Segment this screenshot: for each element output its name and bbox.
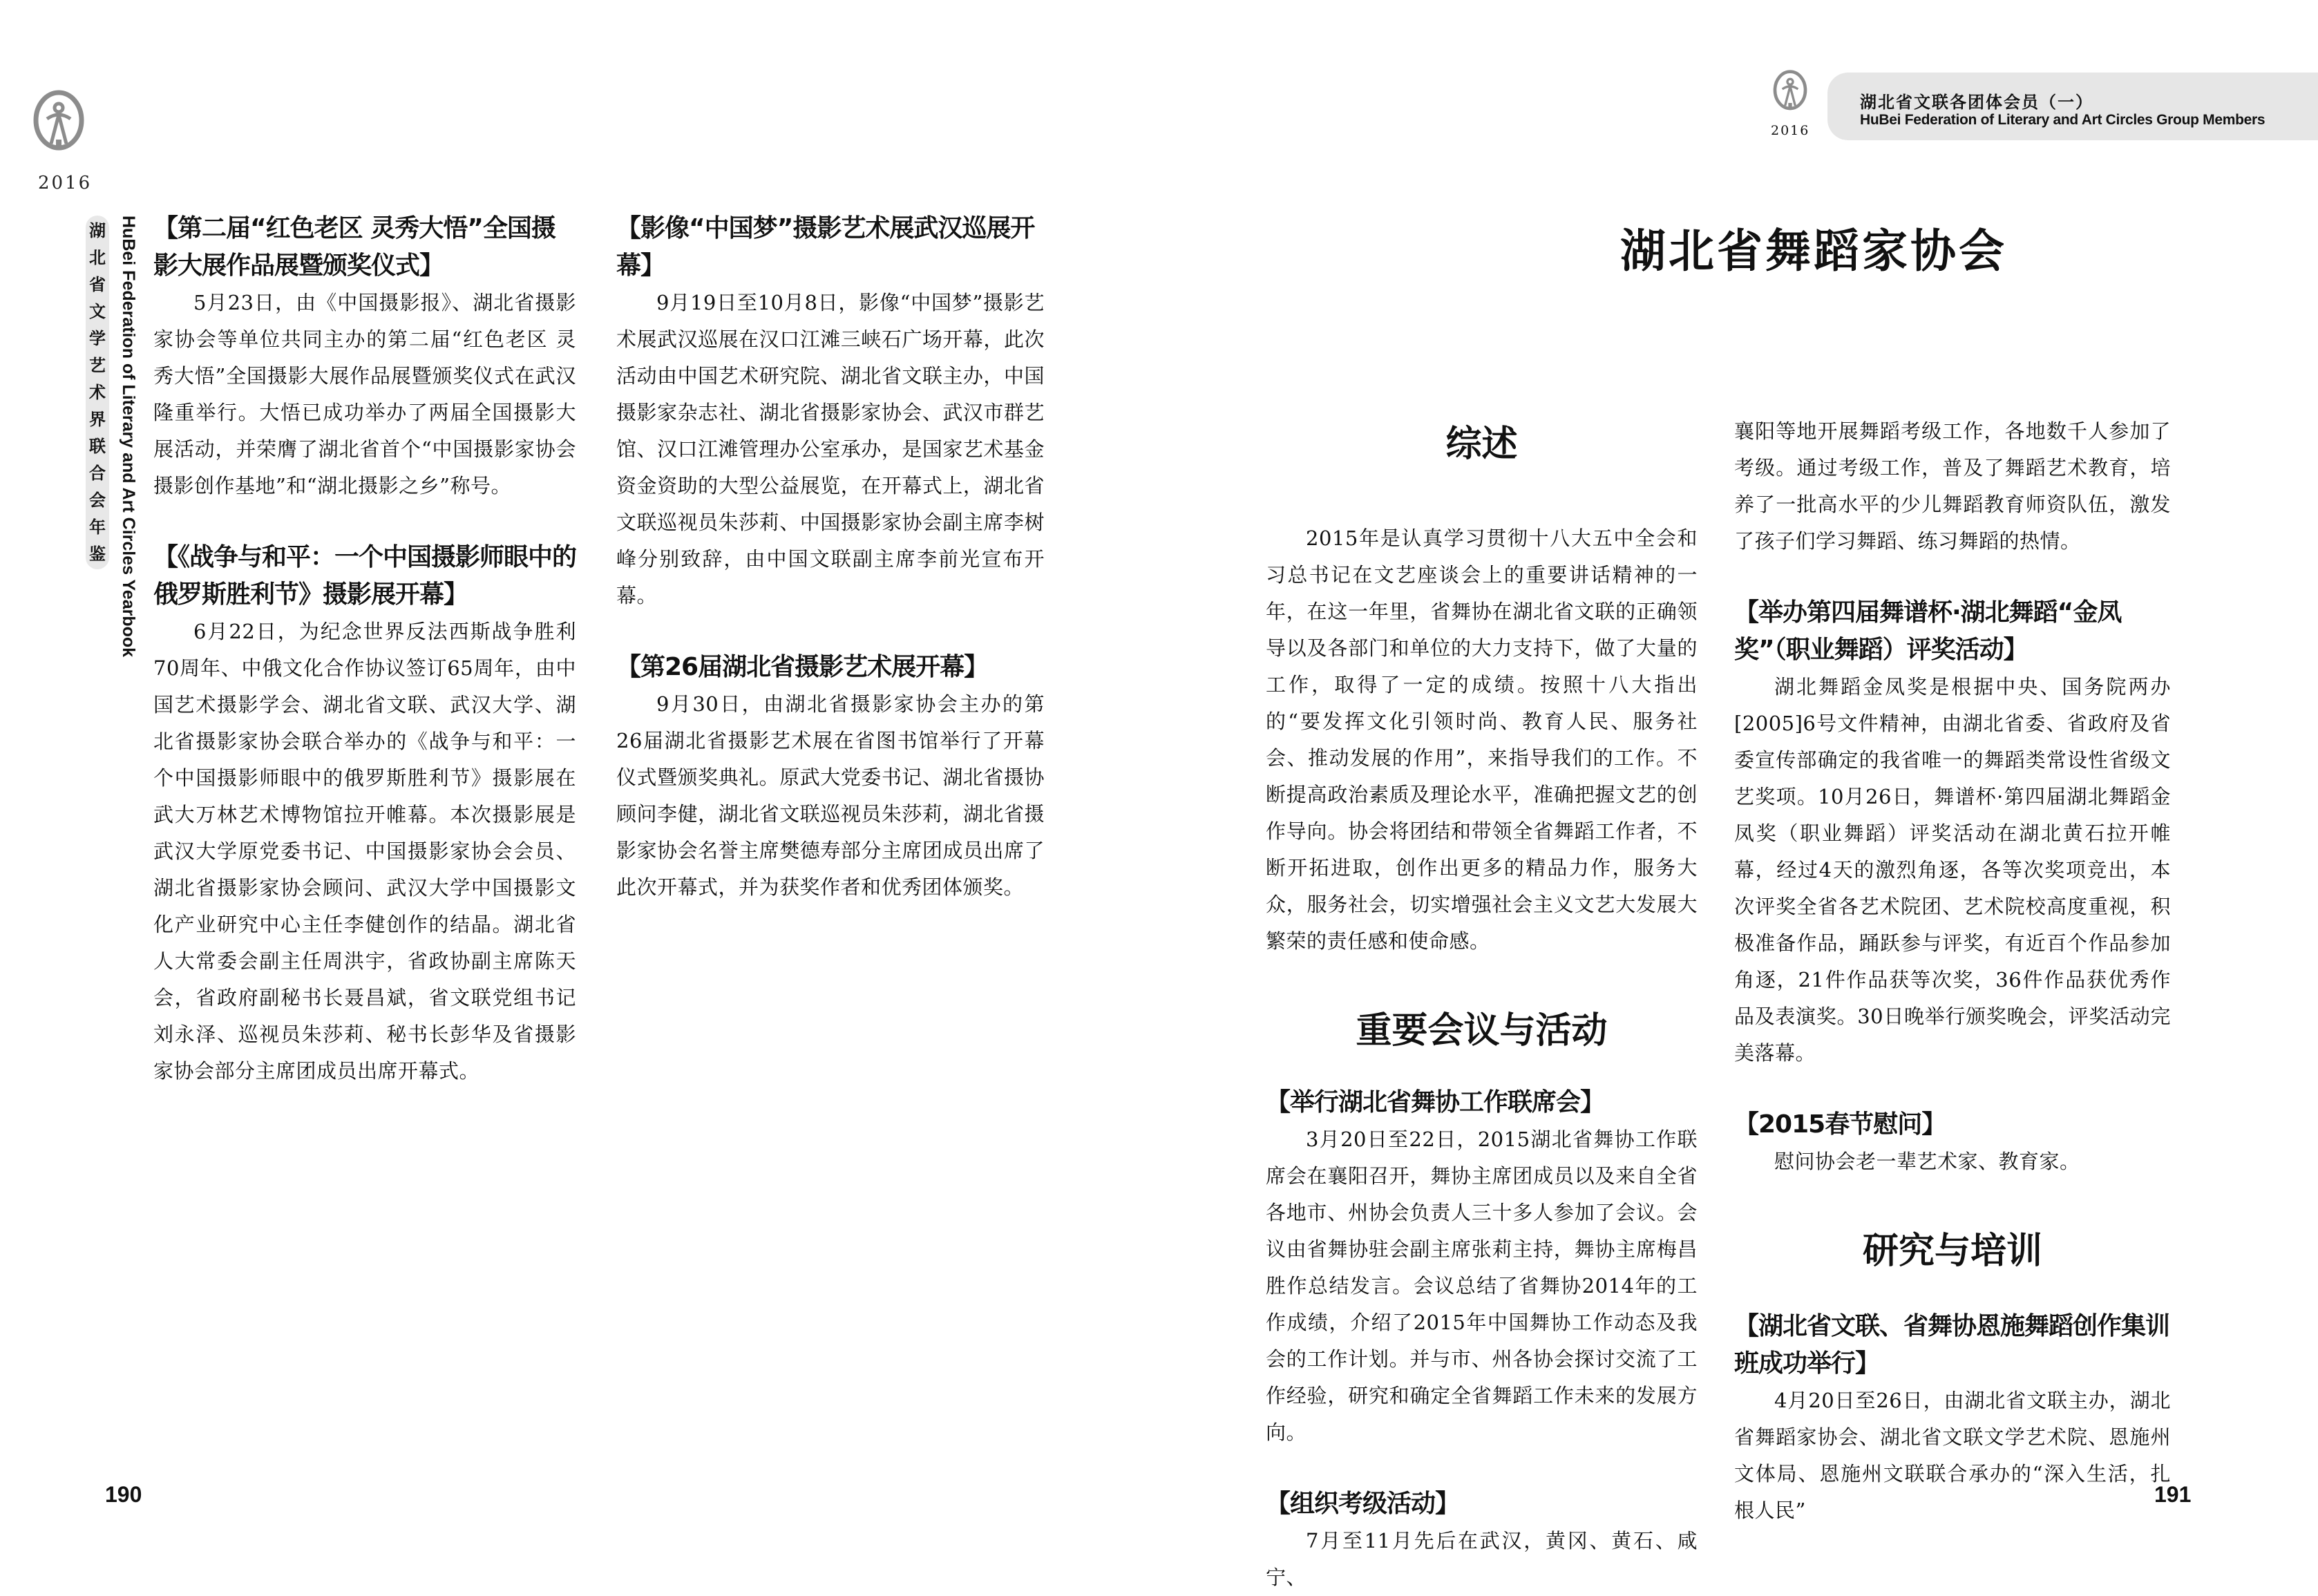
article-heading: 【《战争与和平：一个中国摄影师眼中的俄罗斯胜利节》摄影展开幕】 xyxy=(153,543,577,609)
side-label-char: 湖 xyxy=(89,221,106,240)
article-heading: 【2015春节慰问】 xyxy=(1734,1110,1946,1139)
right-header-year: 2016 xyxy=(1771,123,1810,138)
article-heading: 【举行湖北省舞协工作联席会】 xyxy=(1266,1088,1605,1117)
side-label-en-text: HuBei Federation of Literary and Art Circles Yearbook xyxy=(119,216,138,658)
side-label-char: 省 xyxy=(89,275,106,294)
article-body: 9月19日至10月8日，影像“中国梦”摄影艺术展武汉巡展在汉口江滩三峡石广场开幕，此次活动由中国艺术研究院、湖北省文联主办，中国摄影家杂志社、湖北省摄影家协会、武汉市群艺馆、汉口江滩管理办公室承办，是国家艺术基金资金资助的大型公益展览，在开幕式上，湖北省文联巡视员朱莎莉、中国摄影家协会副主席李树峰分别致辞，由中国文联副主席李前光宣布开幕。 xyxy=(616,291,1045,607)
section-title: 研究与培训 xyxy=(1862,1231,2042,1272)
left-logo-year: 2016 xyxy=(38,173,93,193)
right-header-logo xyxy=(1772,69,1808,117)
article-body-continued: 襄阳等地开展舞蹈考级工作，各地数千人参加了考级。通过考级工作，普及了舞蹈艺术教育，培养了一批高水平的少儿舞蹈教育师资队伍，激发了孩子们学习舞蹈、练习舞蹈的热情。 xyxy=(1734,419,2171,553)
article-heading: 【湖北省文联、省舞协恩施舞蹈创作集训班成功举行】 xyxy=(1734,1312,2170,1378)
article-body: 湖北舞蹈金凤奖是根据中央、国务院两办[2005]6号文件精神，由湖北省委、省政府及省委宣传部确定的我省唯一的舞蹈类常设性省级文艺奖项。10月26日，舞谱杯·第四届湖北舞蹈金凤奖（职业舞蹈）评奖活动在湖北黄石拉开帷幕，经过4天的激烈角逐，各等次奖项竞出，本次评奖全省各艺术院团、艺术院校高度重视，积极准备作品，踊跃参与评奖，有近百个作品参加角逐，21件作品获等次奖，36件作品获优秀作品及表演奖。30日晚举行颁奖晚会，评奖活动完美落幕。 xyxy=(1734,675,2171,1065)
left-page-logo xyxy=(32,90,86,159)
article-body: 2015年是认真学习贯彻十八大五中全会和习总书记在文艺座谈会上的重要讲话精神的一年，在这一年里，省舞协在湖北省文联的正确领导以及各部门和单位的大力支持下，做了大量的工作，取得了一定的成绩。按照十八大指出的“要发挥文化引领时尚、教育人民、服务社会、推动发展的作用”，来指导我们的工作。不断提高政治素质及理论水平，准确把握文艺的创作导向。协会将团结和带领全省舞蹈工作者，不断开拓进取，创作出更多的精品力作，服务大众，服务社会，切实增强社会主义文艺大发展大繁荣的责任感和使命感。 xyxy=(1266,526,1698,953)
article-body: 7月至11月先后在武汉，黄冈、黄石、咸宁、 xyxy=(1266,1529,1698,1589)
federation-emblem-icon xyxy=(1772,69,1808,115)
section-title: 综述 xyxy=(1445,424,1518,465)
side-label-char: 艺 xyxy=(89,356,106,375)
article-body: 9月30日，由湖北省摄影家协会主办的第26届湖北省摄影艺术展在省图书馆举行了开幕仪式暨颁奖典礼。原武大党委书记、湖北省摄协顾问李健，湖北省文联巡视员朱莎莉，湖北省摄影家协会名誉主席樊德寿部分主席团成员出席了此次开幕式，并为获奖作者和优秀团体颁奖。 xyxy=(616,692,1045,899)
federation-emblem-icon xyxy=(32,90,86,156)
header-title-en: HuBei Federation of Literary and Art Circles Group Members xyxy=(1860,112,2265,128)
side-label-en xyxy=(117,216,145,658)
side-label-char: 联 xyxy=(89,437,106,456)
article-heading: 【影像“中国梦”摄影艺术展武汉巡展开幕】 xyxy=(616,214,1035,280)
side-label-zh xyxy=(86,216,109,569)
left-column-2 xyxy=(616,210,1045,906)
article-body: 慰问协会老一辈艺术家、教育家。 xyxy=(1774,1150,2080,1173)
page-number-left: 190 xyxy=(105,1482,142,1507)
side-label-char: 学 xyxy=(89,329,106,348)
article-body: 5月23日，由《中国摄影报》、湖北省摄影家协会等单位共同主办的第二届“红色老区 灵秀大悟”全国摄影大展作品展暨颁奖仪式在武汉隆重举行。大悟已成功举办了两届全国摄影大展活动，并荣膺了湖北省首个“中国摄影家协会摄影创作基地”和“湖北摄影之乡”称号。 xyxy=(153,291,576,497)
article-heading: 【第26届湖北省摄影艺术展开幕】 xyxy=(616,653,989,681)
article-heading: 【组织考级活动】 xyxy=(1266,1490,1460,1518)
page-title: 湖北省舞蹈家协会 xyxy=(1620,224,2007,278)
article-body: 4月20日至26日，由湖北省文联主办，湖北省舞蹈家协会、湖北省文联文学艺术院、恩施州文体局、恩施州文联联合承办的“深入生活，扎根人民” xyxy=(1734,1389,2171,1522)
side-label-char: 术 xyxy=(89,383,106,402)
header-title-zh: 湖北省文联各团体会员（一） xyxy=(1860,93,2093,112)
left-column-1 xyxy=(153,210,576,1090)
side-label-char: 鉴 xyxy=(89,544,106,564)
article-body: 6月22日，为纪念世界反法西斯战争胜利70周年、中俄文化合作协议签订65周年，由中国艺术摄影学会、湖北省文联、武汉大学、湖北省摄影家协会联合举办的《战争与和平：一个中国摄影师眼中的俄罗斯胜利节》摄影展在武大万林艺术博物馆拉开帷幕。本次摄影展是武汉大学原党委书记、中国摄影家协会会员、湖北省摄影家协会顾问、武汉大学中国摄影文化产业研究中心主任李健创作的结晶。湖北省人大常委会副主任周洪宇，省政协副主席陈天会，省政府副秘书长聂昌斌，省文联党组书记刘永泽、巡视员朱莎莉、秘书长彭华及省摄影家协会部分主席团成员出席开幕式。 xyxy=(153,620,576,1083)
article-heading: 【举办第四届舞谱杯·湖北舞蹈“金凤奖”（职业舞蹈）评奖活动】 xyxy=(1734,598,2122,664)
side-label-char: 北 xyxy=(89,248,106,267)
side-label-char: 会 xyxy=(89,491,106,510)
side-label-char: 年 xyxy=(89,517,106,537)
right-column-1 xyxy=(1266,415,1698,1596)
side-label-char: 文 xyxy=(89,302,106,321)
page-number-right: 191 xyxy=(2154,1482,2192,1507)
article-heading: 【第二届“红色老区 灵秀大悟”全国摄影大展作品展暨颁奖仪式】 xyxy=(153,214,555,280)
right-column-2 xyxy=(1734,413,2171,1529)
section-title: 重要会议与活动 xyxy=(1356,1010,1608,1052)
article-body: 3月20日至22日，2015湖北省舞协工作联席会在襄阳召开，舞协主席团成员以及来自全省各地市、州协会负责人三十多人参加了会议。会议由省舞协驻会副主席张莉主持，舞协主席梅昌胜作总结发言。会议总结了省舞协2014年的工作成绩，介绍了2015年中国舞协工作动态及我会的工作计划。并与市、州各协会探讨交流了工作经验，研究和确定全省舞蹈工作未来的发展方向。 xyxy=(1266,1128,1698,1444)
side-label-char: 界 xyxy=(89,410,106,429)
side-label-char: 合 xyxy=(89,464,106,483)
